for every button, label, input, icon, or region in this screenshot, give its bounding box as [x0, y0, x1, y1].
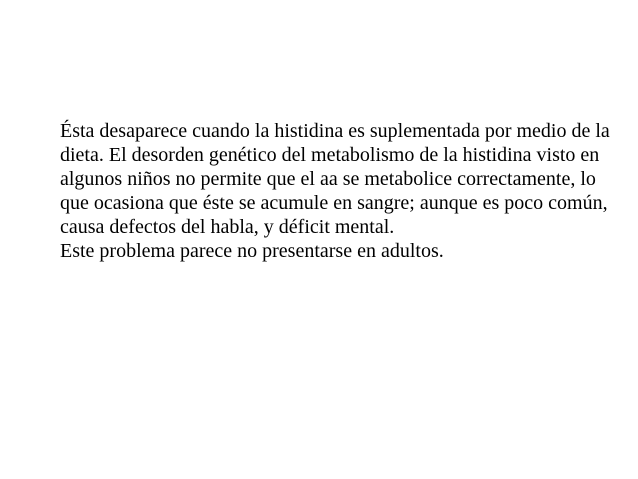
body-paragraph: Ésta desaparece cuando la histidina es suplementada por medio de la dieta. El desorden genético del metabolismo de la histidina visto en algunos niños no permite que el aa se metabolice correctamente, lo que ocasiona que éste se acumule en sangre; aunque es poco común, causa defectos del habla, y déficit mental. [60, 120, 610, 238]
body-paragraph: Este problema parece no presentarse en adultos. [60, 240, 444, 262]
slide-body-text [60, 119, 620, 263]
